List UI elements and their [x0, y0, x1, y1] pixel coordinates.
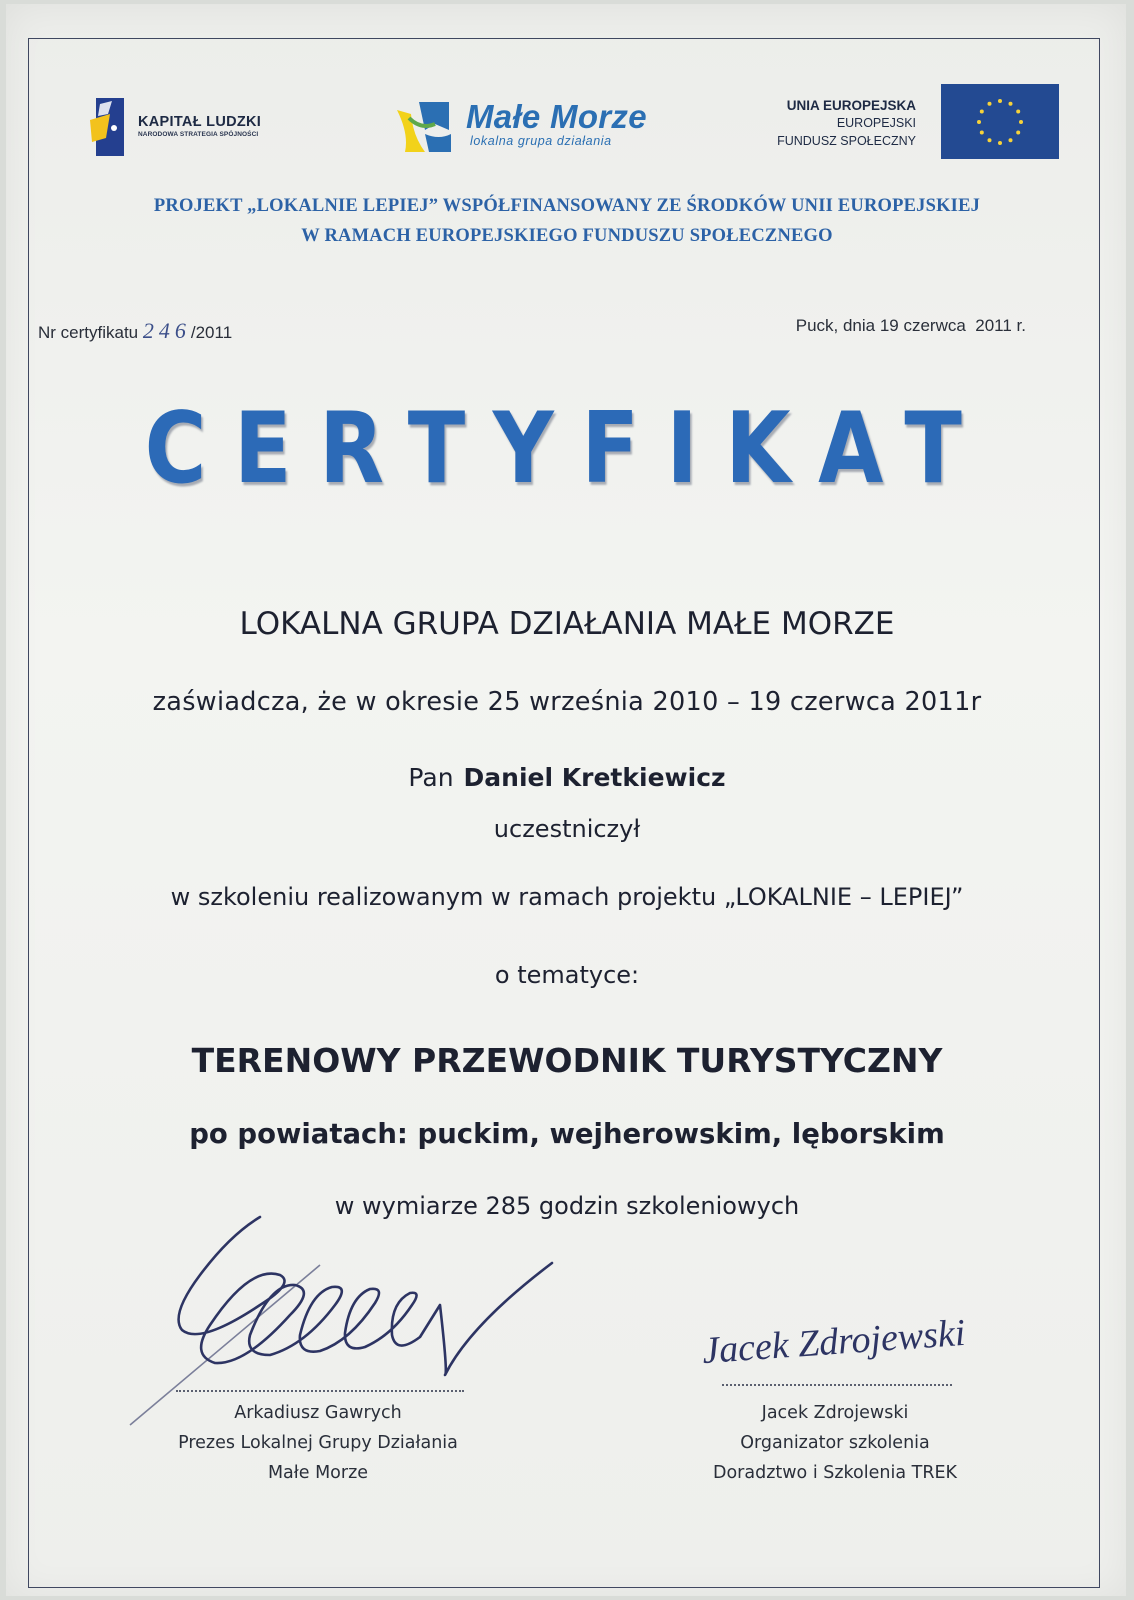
- male-morze-title: Małe Morze: [466, 98, 647, 135]
- eu-flag-icon: [941, 84, 1059, 159]
- certificate-number-label: Nr certyfikatu: [38, 323, 139, 342]
- right-signatory-role: Organizator szkolenia: [740, 1433, 930, 1453]
- hours-text: w wymiarze 285 godzin szkoleniowych: [334, 1192, 800, 1220]
- left-signatory: [148, 1398, 488, 1488]
- left-signatory-role: Prezes Lokalnej Grupy Działania: [178, 1433, 458, 1453]
- topic-label: o tematyce:: [494, 961, 640, 989]
- right-signature: Jacek Zdrojewski: [700, 1311, 967, 1373]
- kapital-ludzki-title: KAPITAŁ LUDZKI: [138, 114, 262, 130]
- right-signatory-org: Doradztwo i Szkolenia TREK: [712, 1463, 958, 1483]
- place-date: Puck, dnia 19 czerwca 2011 r.: [795, 316, 1026, 335]
- kapital-ludzki-logo-icon: [90, 98, 124, 156]
- kapital-ludzki-subtitle: NARODOWA STRATEGIA SPÓJNOŚCI: [138, 131, 259, 138]
- project-header-line-2: W RAMACH EUROPEJSKIEGO FUNDUSZU SPOŁECZNEGO: [301, 226, 833, 246]
- eu-line-2: EUROPEJSKI: [836, 116, 916, 130]
- male-morze-logo-icon: [395, 100, 451, 154]
- topic-title: TERENOWY PRZEWODNIK TURYSTYCZNY: [191, 1041, 943, 1080]
- left-signatory-name: Arkadiusz Gawrych: [234, 1403, 402, 1423]
- male-morze-subtitle: lokalna grupa działania: [470, 134, 612, 148]
- participant-salutation: Pan: [408, 763, 454, 792]
- eu-line-3: FUNDUSZ SPOŁECZNY: [777, 134, 916, 148]
- participant: [0, 763, 1134, 792]
- left-signatory-org: Małe Morze: [267, 1463, 369, 1483]
- participant-name: Daniel Kretkiewicz: [463, 763, 726, 792]
- certificate-number-handwritten: 246: [142, 318, 191, 343]
- attestation-text: zaświadcza, że w okresie 25 września 2010 – 19 czerwca 2011r: [152, 687, 982, 717]
- certificate-number: [38, 318, 232, 344]
- left-signature-line: [176, 1390, 464, 1392]
- project-header-line-1: PROJEKT „LOKALNIE LEPIEJ” WSPÓŁFINANSOWANY ZE ŚRODKÓW UNII EUROPEJSKIEJ: [153, 196, 981, 216]
- area-text: po powiatach: puckim, wejherowskim, lęborskim: [189, 1118, 945, 1150]
- certificate-number-year: /2011: [190, 323, 233, 342]
- right-signature-line: [722, 1384, 952, 1386]
- participated-text: uczestniczył: [493, 815, 641, 843]
- right-signatory-name: Jacek Zdrojewski: [761, 1403, 909, 1423]
- eu-line-1: UNIA EUROPEJSKA: [786, 98, 916, 113]
- training-text: w szkoleniu realizowanym w ramach projektu „LOKALNIE – LEPIEJ”: [170, 883, 964, 911]
- right-signatory: [665, 1398, 1005, 1488]
- organization-name: LOKALNA GRUPA DZIAŁANIA MAŁE MORZE: [239, 606, 895, 642]
- certificate-title: CERTYFIKAT: [144, 392, 990, 506]
